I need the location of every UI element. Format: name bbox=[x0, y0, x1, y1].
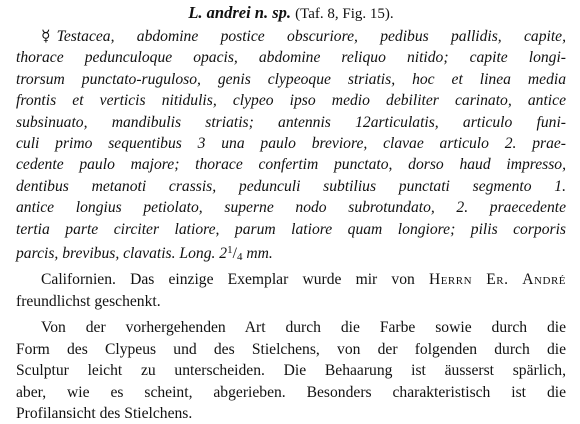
description-line: dentibus metanoti crassis, pedunculi subtilius punctati segmento 1. bbox=[16, 177, 566, 195]
comparison-paragraph bbox=[16, 317, 566, 424]
description-line: culi primo sequentibus 3 una paulo breviore, clavae articulo 2. prae- bbox=[16, 135, 566, 153]
description-line: frontis et verticis nitidulis, clypeo ipso medio debiliter carinato, antice bbox=[16, 92, 566, 110]
description-line-text: parcis, brevibus, clavatis. Long. 2 bbox=[16, 245, 228, 263]
description-line: subsinuato, mandibulis striatis; antennis 12articulatis, articulo funi- bbox=[16, 113, 566, 131]
paragraph-line: Von der vorhergehenden Art durch die Farbe sowie durch die bbox=[41, 319, 566, 337]
paragraph-line: Profilansicht des Stielchens. bbox=[16, 404, 193, 422]
length-unit: mm. bbox=[242, 245, 273, 263]
paragraph-line: freundlichst geschenkt. bbox=[16, 292, 161, 310]
description-line: antice longius petiolato, superne nodo subrotundato, 2. praecedente bbox=[16, 199, 566, 217]
length-fraction-numerator: 1 bbox=[227, 244, 233, 257]
species-name: L. andrei n. sp. bbox=[188, 3, 292, 22]
plate-reference: (Taf. 8, Fig. 15). bbox=[295, 6, 394, 22]
length-fraction-denominator: 4 bbox=[236, 251, 243, 264]
description-line: tertia parte circiter latiore, parum latiore quam longiore; pilis corporis bbox=[16, 220, 566, 238]
paragraph-line: Sculptur leicht zu unterscheiden. Die Behaarung ist äusserst spärlich, bbox=[16, 362, 566, 380]
description-line bbox=[16, 26, 566, 47]
paragraph-line-text: Californien. Das einzige Exemplar wurde mir von bbox=[41, 271, 429, 289]
latin-description bbox=[16, 26, 566, 268]
paragraph-line: Form des Clypeus und des Stielchens, von der folgenden durch die bbox=[16, 340, 566, 358]
locality-paragraph bbox=[16, 269, 566, 312]
description-line-text: Testacea, abdomine postice obscuriore, pedibus pallidis, capite, bbox=[56, 28, 566, 45]
species-heading bbox=[16, 2, 566, 25]
description-line: cedente paulo majore; thorace confertim punctato, dorso haud impresso, bbox=[16, 156, 566, 174]
description-last-line: parcis, brevibus, clavatis. Long. $2^1/4$ mm. bbox=[16, 244, 273, 264]
paragraph-line: aber, wie es scheint, abgerieben. Besonders charakteristisch ist die bbox=[16, 383, 566, 401]
donor-title: Herrn bbox=[428, 271, 473, 289]
description-line: trorsum punctato-ruguloso, genis clypeoque striatis, hoc et linea media bbox=[16, 70, 566, 88]
donor-name: Er. André bbox=[486, 271, 567, 289]
paragraph-line bbox=[16, 269, 566, 290]
description-line: thorace pedunculoque opacis, abdomine reliquo nitido; capite longi- bbox=[16, 49, 566, 67]
worker-symbol-icon: ☿ bbox=[41, 28, 51, 45]
